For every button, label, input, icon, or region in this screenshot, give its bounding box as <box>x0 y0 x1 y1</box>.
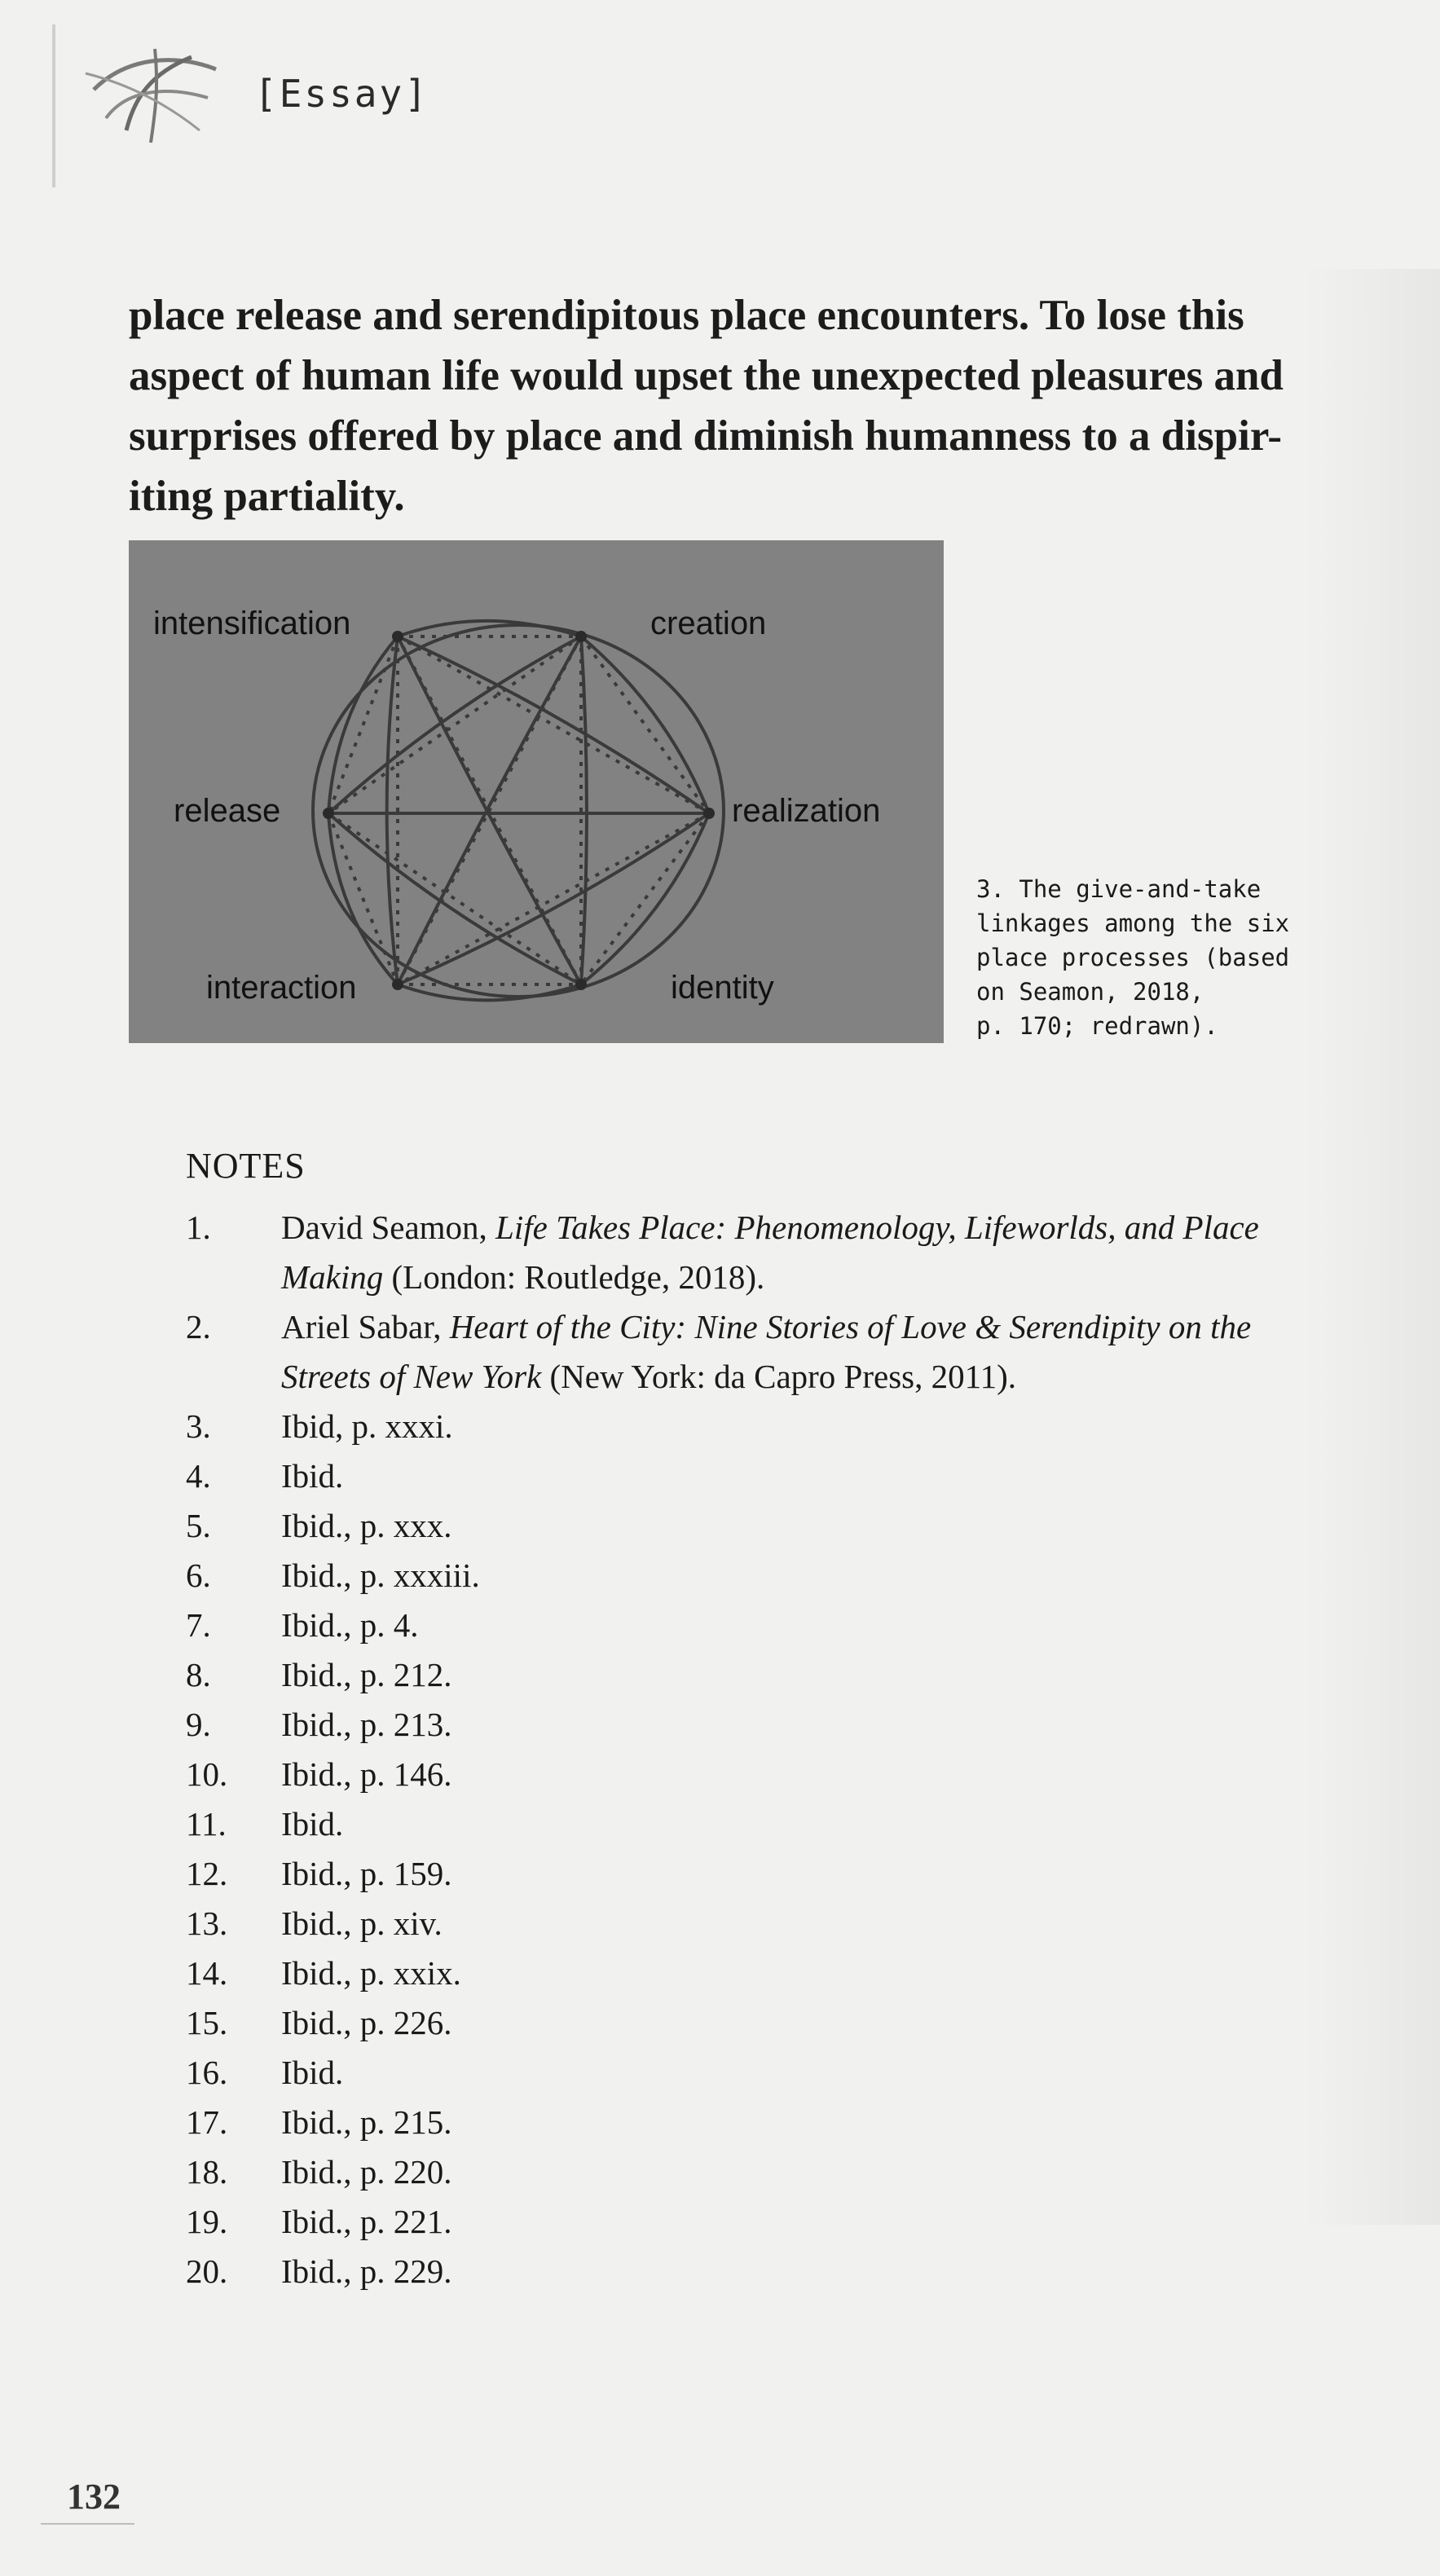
node-label-identity: identity <box>671 970 774 1006</box>
node-marker-intensification <box>392 631 403 642</box>
body-line: iting partiality. <box>129 473 405 520</box>
note-number: 19. <box>186 2203 228 2240</box>
note-text: Ibid., p. 212. <box>281 1656 452 1693</box>
journal-logo-icon <box>77 41 232 147</box>
note-item <box>186 1899 1343 1949</box>
note-item <box>186 1203 1343 1302</box>
note-number: 1. <box>186 1209 211 1246</box>
note-text: Ibid., p. 159. <box>281 1855 452 1892</box>
note-text: Ibid. <box>281 1457 344 1495</box>
note-text: Ibid., p. 226. <box>281 2004 452 2041</box>
section-label: [Essay] <box>254 72 429 116</box>
note-number: 15. <box>186 2004 228 2041</box>
note-item <box>186 1849 1343 1899</box>
note-number: 17. <box>186 2103 228 2141</box>
node-label-interaction: interaction <box>206 970 357 1006</box>
note-number: 4. <box>186 1457 211 1495</box>
node-label-release: release <box>174 793 281 829</box>
node-label-creation: creation <box>650 605 767 641</box>
diagram-node-markers <box>323 631 715 990</box>
body-line: surprises offered by place and diminish humanness to a dispir- <box>129 412 1283 460</box>
header-rule <box>52 24 55 187</box>
note-number: 7. <box>186 1606 211 1644</box>
note-number: 6. <box>186 1557 211 1594</box>
note-text: David Seamon, <box>281 1209 496 1246</box>
note-item <box>186 1551 1343 1601</box>
note-item <box>186 1302 1343 1402</box>
note-item <box>186 1750 1343 1799</box>
note-text: Ibid., p. xiv. <box>281 1904 443 1942</box>
note-item <box>186 2247 1343 2296</box>
note-title: Heart of the City: Nine Stories of Love & Serendipity on the Streets of New York <box>281 1308 1252 1395</box>
note-text: Ibid. <box>281 2054 344 2091</box>
page-number-rule <box>41 2523 134 2525</box>
note-item <box>186 1601 1343 1650</box>
note-text: Ibid., p. 220. <box>281 2153 452 2191</box>
note-number: 14. <box>186 1954 228 1992</box>
place-processes-diagram <box>129 540 944 1043</box>
note-number: 10. <box>186 1755 228 1793</box>
note-text: Ibid., p. xxx. <box>281 1507 452 1544</box>
node-marker-identity <box>575 979 587 990</box>
note-text: Ibid., p. xxxiii. <box>281 1557 480 1594</box>
node-marker-realization <box>703 808 715 819</box>
note-item <box>186 2147 1343 2197</box>
note-text: Ibid., p. 213. <box>281 1706 452 1743</box>
body-line: place release and serendipitous place encounters. To lose this <box>129 292 1244 339</box>
note-text: Ibid., p. xxix. <box>281 1954 461 1992</box>
node-label-intensification: intensification <box>153 605 351 641</box>
note-text: Ibid., p. 215. <box>281 2103 452 2141</box>
note-text: Ibid., p. 229. <box>281 2252 452 2290</box>
note-item <box>186 1998 1343 2048</box>
note-number: 3. <box>186 1407 211 1445</box>
node-marker-interaction <box>392 979 403 990</box>
node-marker-release <box>323 808 334 819</box>
note-item <box>186 2098 1343 2147</box>
note-title: Life Takes Place: Phenomenology, Lifeworlds, and Place Making <box>281 1209 1259 1296</box>
note-number: 5. <box>186 1507 211 1544</box>
note-item <box>186 1451 1343 1501</box>
note-publisher: (London: Routledge, 2018). <box>383 1258 765 1296</box>
note-number: 13. <box>186 1904 228 1942</box>
notes-heading: NOTES <box>186 1146 306 1186</box>
note-item <box>186 2048 1343 2098</box>
note-text: Ibid., p. 4. <box>281 1606 419 1644</box>
note-item <box>186 1402 1343 1451</box>
note-text: Ibid, p. xxxi. <box>281 1407 453 1445</box>
note-item <box>186 2197 1343 2247</box>
note-text: Ariel Sabar, <box>281 1308 450 1345</box>
figure-caption: 3. The give-and-take linkages among the six place processes (based on Seamon, 2018, p. 170; redrawn). <box>976 875 1290 1040</box>
node-marker-creation <box>575 631 587 642</box>
node-label-realization: realization <box>732 793 881 829</box>
diagram-linkages <box>313 621 724 1000</box>
note-number: 16. <box>186 2054 228 2091</box>
note-number: 20. <box>186 2252 228 2290</box>
notes-list <box>186 1203 1343 2296</box>
note-item <box>186 1949 1343 1998</box>
note-number: 9. <box>186 1706 211 1743</box>
note-text: Ibid. <box>281 1805 344 1843</box>
body-paragraph <box>129 285 1367 526</box>
note-item <box>186 1501 1343 1551</box>
note-text: Ibid., p. 146. <box>281 1755 452 1793</box>
note-number: 2. <box>186 1308 211 1345</box>
note-number: 11. <box>186 1805 227 1843</box>
note-item <box>186 1700 1343 1750</box>
note-item <box>186 1799 1343 1849</box>
note-number: 8. <box>186 1656 211 1693</box>
note-text: Ibid., p. 221. <box>281 2203 452 2240</box>
note-item <box>186 1650 1343 1700</box>
note-number: 18. <box>186 2153 228 2191</box>
body-line: aspect of human life would upset the unexpected pleasures and <box>129 352 1284 399</box>
note-publisher: (New York: da Capro Press, 2011). <box>541 1358 1016 1395</box>
note-number: 12. <box>186 1855 228 1892</box>
page-number: 132 <box>67 2477 121 2517</box>
